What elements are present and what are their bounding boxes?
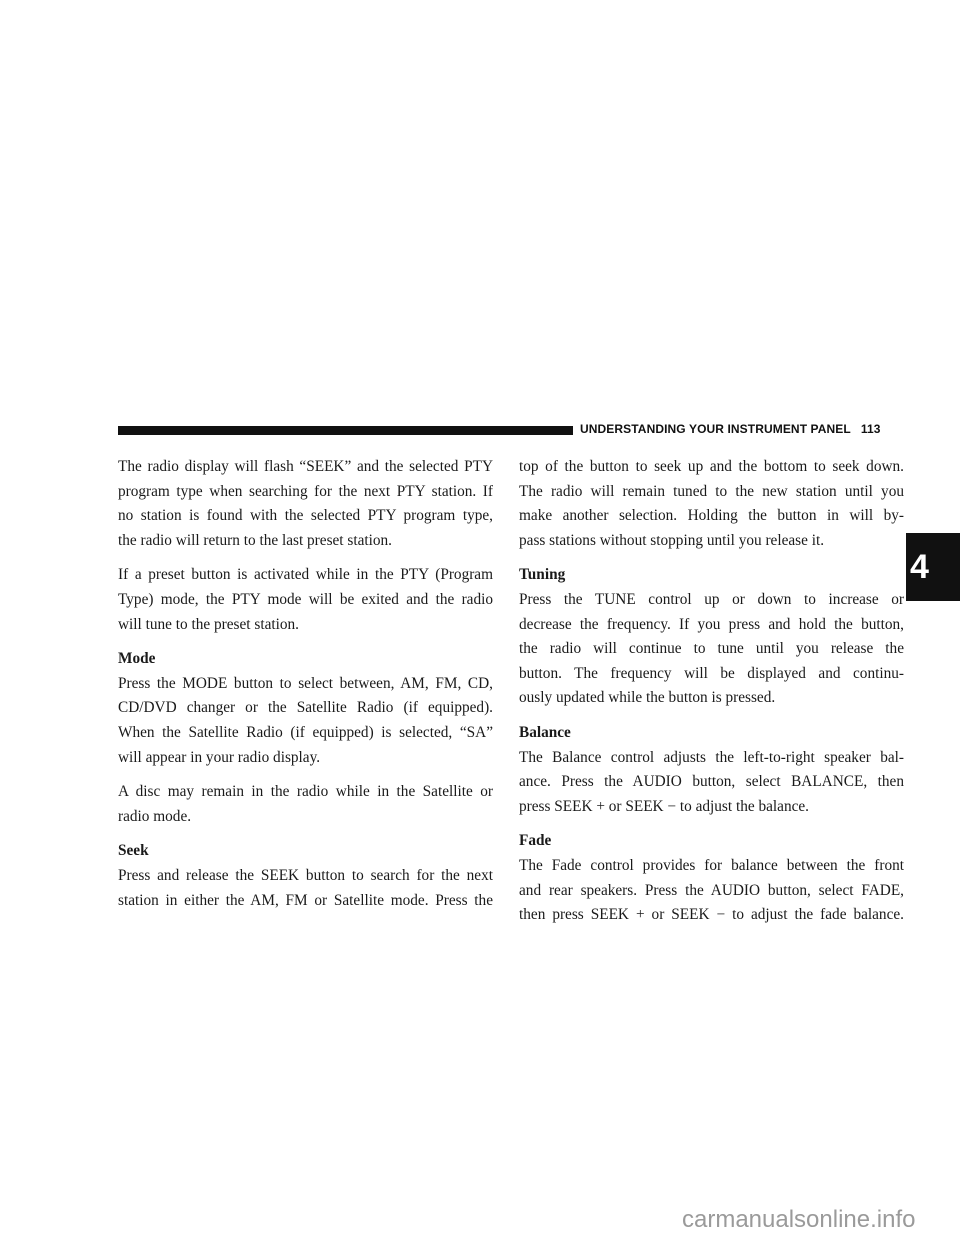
section-balance bbox=[519, 721, 904, 819]
text-line: station in either the AM, FM or Satellite mode. Press the bbox=[118, 891, 493, 909]
chapter-tab: 4 bbox=[906, 533, 960, 601]
watermark: carmanualsonline.info bbox=[682, 1206, 916, 1233]
section-seek bbox=[118, 839, 493, 913]
text-line: The radio will remain tuned to the new station until you bbox=[519, 482, 904, 500]
text-line: decrease the frequency. If you press and hold the button, bbox=[519, 615, 904, 633]
left-column bbox=[118, 455, 493, 923]
text-line: make another selection. Holding the button in will by- bbox=[519, 507, 904, 525]
text-line: The Balance control adjusts the left-to-right speaker bal- bbox=[519, 748, 904, 766]
text-line: Press the TUNE control up or down to increase or bbox=[519, 590, 904, 608]
text-line: no station is found with the selected PTY program type, bbox=[118, 507, 493, 525]
text-line: button. The frequency will be displayed and continu- bbox=[519, 664, 904, 682]
text-line: will appear in your radio display. bbox=[118, 748, 321, 766]
section-heading: Seek bbox=[118, 842, 149, 860]
page-number: 113 bbox=[860, 422, 881, 436]
text-line: will tune to the preset station. bbox=[118, 615, 299, 633]
text-line: The radio display will flash “SEEK” and the selected PTY bbox=[118, 458, 493, 475]
right-column bbox=[519, 455, 904, 938]
text-line: the radio will continue to tune until you release the bbox=[519, 640, 904, 658]
text-line: then press SEEK + or SEEK − to adjust the fade balance. bbox=[519, 906, 904, 924]
text-line: pass stations without stopping until you release it. bbox=[519, 531, 825, 549]
paragraph bbox=[118, 780, 493, 829]
text-line: When the Satellite Radio (if equipped) is selected, “SA” bbox=[118, 723, 493, 741]
text-line: Type) mode, the PTY mode will be exited and the radio bbox=[118, 590, 493, 608]
text-line: A disc may remain in the radio while in the Satellite or bbox=[118, 783, 493, 801]
section-title: UNDERSTANDING YOUR INSTRUMENT PANEL bbox=[580, 422, 851, 436]
text-line: ance. Press the AUDIO button, select BALANCE, then bbox=[519, 773, 904, 791]
text-line: radio mode. bbox=[118, 807, 192, 825]
section-fade bbox=[519, 829, 904, 927]
section-heading: Balance bbox=[519, 723, 571, 741]
text-line: If a preset button is activated while in the PTY (Program bbox=[118, 566, 493, 584]
text-line: program type when searching for the next PTY station. If bbox=[118, 482, 493, 500]
text-line: CD/DVD changer or the Satellite Radio (if equipped). bbox=[118, 699, 493, 717]
section-mode bbox=[118, 647, 493, 770]
section-heading: Mode bbox=[118, 650, 156, 668]
text-line: top of the button to seek up and the bottom to seek down. bbox=[519, 458, 904, 475]
running-header bbox=[580, 422, 881, 436]
section-heading: Tuning bbox=[519, 566, 566, 584]
paragraph bbox=[118, 455, 493, 553]
paragraph bbox=[519, 455, 904, 553]
text-line: and rear speakers. Press the AUDIO button, select FADE, bbox=[519, 881, 904, 899]
header-rule bbox=[118, 426, 573, 435]
text-line: Press and release the SEEK button to search for the next bbox=[118, 866, 493, 884]
text-line: ously updated while the button is pressed. bbox=[519, 689, 776, 707]
paragraph bbox=[118, 563, 493, 637]
text-line: The Fade control provides for balance between the front bbox=[519, 856, 904, 874]
text-line: press SEEK + or SEEK − to adjust the balance. bbox=[519, 797, 809, 815]
text-line: the radio will return to the last preset station. bbox=[118, 531, 392, 549]
text-line: Press the MODE button to select between, AM, FM, CD, bbox=[118, 674, 493, 692]
section-heading: Fade bbox=[519, 832, 552, 850]
section-tuning bbox=[519, 563, 904, 711]
